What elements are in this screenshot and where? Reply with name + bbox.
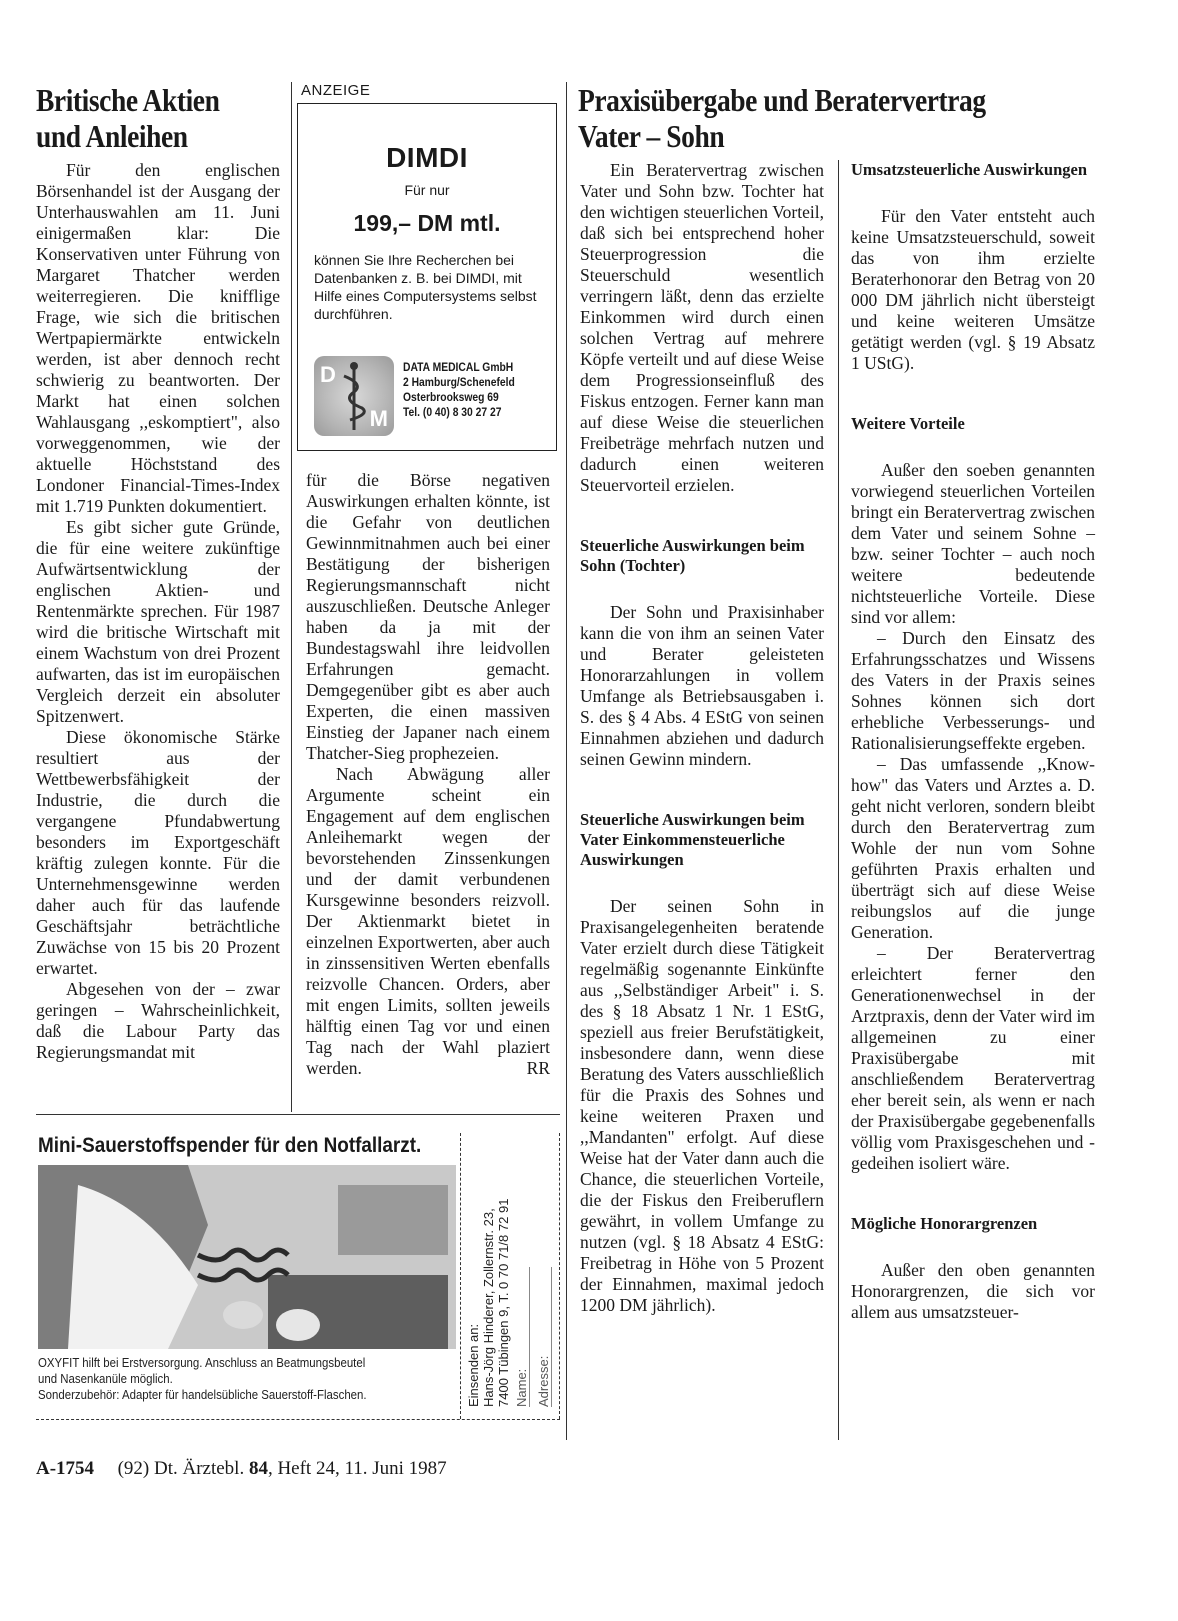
spacer [580,496,824,536]
ad-title: DIMDI [386,142,468,173]
coupon-cut-line-right [559,1133,560,1419]
bullet-paragraph: – Der Beratervertrag erleichtert ferner den Generationenwechsel in der Arztpraxis, denn der Vater wird im allgemeinen zu einer Praxisübergabe mit anschließendem Beratervertrag eher bereit sein, als wenn er nach der Praxisübergabe gegebenenfalls völlig vom Praxisgeschehen und -gedeihen isoliert wäre. [851,943,1095,1173]
paragraph: für die Börse negativen Auswirkungen erhalten könnte, ist die Gefahr von deutlichen Gewinnmitnahmen auch bei einer Bestätigung der bisherigen Regierungsmannschaft nicht auszuschließen. Deutsche Anleger haben da ja mit der Bundestagswahl ihre leidvollen Erfahrungen gemacht. Demgegenüber gibt es aber auch Experten, die einen massiven Einstieg der Japaner nach einem Thatcher-Sieg prophezeien. [306,470,550,763]
coupon-name-field: Name: [514,1267,530,1407]
column-rule [838,160,839,1440]
subheading: Weitere Vorteile [851,414,965,433]
subheading: Steuerliche Auswirkungen beim Vater Einkommensteuerliche Auswirkungen [580,810,805,869]
bullet-paragraph: – Das umfassende ,,Know-how" das Vaters und Arztes a. D. geht nicht verloren, sondern bleibt durch den Beratervertrag zum Wohle der nun vom Sohne geführten Praxis erhalten und überträgt sich auf diese Weise reibungslos auf die junge Generation. [851,754,1095,942]
ad-body: können Sie Ihre Recherchen bei Datenbanken z. B. bei DIMDI, mit Hilfe eines Computersystems selbst durchführen. [314,252,537,322]
paragraph: Außer den soeben genannten vorwiegend steuerlichen Vorteilen bringt ein Beratervertrag zwischen dem Vater und seinem Sohne – bzw. seiner Tochter – auch noch weitere bedeutende nichtsteuerliche Vorteile. Diese sind vor allem: [851,460,1095,627]
logo-letter-d: D [320,362,336,387]
paragraph: Nach Abwägung aller Argumente scheint ein Engagement auf dem englischen Anleihemarkt wegen der bevorstehenden Zinssenkungen und der damit verbundenen Kursgewinne besonders reizvoll. Der Aktienmarkt bietet in einzelnen Exportwerten, aber auch in zinssensitiven Werten ebenfalls reizvolle Chancen. Orders, aber mit engen Limits, sollten jeweils hälftig einen Tag vor und einen Tag nach der Wahl plaziert werden. [306,764,550,1078]
oxyfit-title: Mini-Sauerstoffspender für den Notfallarzt. [38,1134,422,1157]
spacer [851,1234,1095,1260]
section-rule [36,1114,560,1115]
subheading: Mögliche Honorargrenzen [851,1214,1038,1233]
paragraph: Abgesehen von der – zwar geringen – Wahrscheinlichkeit, daß die Labour Party das Regierungsmandat mit [36,979,280,1062]
spacer [580,576,824,602]
citation-prefix: (92) Dt. Ärztebl. [117,1458,249,1479]
caption-line-3: Sonderzubehör: Adapter für handelsübliche Sauerstoff-Flaschen. [38,1387,367,1402]
dimdi-ad-box [297,103,557,451]
paragraph: Diese ökonomische Stärke resultiert aus der Wettbewerbsfähigkeit der Industrie, die durch die vergangene Pfundabwertung besonders im Exportgeschäft kräftig zulegen konnte. Für die Unternehmensgewinne werden daher auch für das laufende Geschäftsjahr beträchtliche Zuwächse von 15 bis 20 Prozent erwartet. [36,727,280,978]
ad-label: ANZEIGE [301,82,371,99]
subheading: Steuerliche Auswirkungen beim Sohn (Tochter) [580,536,805,575]
column-rule [291,82,292,1112]
article-2-column-2 [851,160,1095,1323]
spacer [580,870,824,896]
spacer [851,1174,1095,1214]
paragraph: Der Sohn und Praxisinhaber kann die von ihm an seinen Vater und Berater geleisteten Honorarzahlungen in vollem Umfange als Betriebsausgaben i. S. des § 4 Abs. 4 EStG von seinen Einnahmen abziehen und dadurch seinen Gewinn mindern. [580,602,824,769]
coupon-name-street: Hans-Jörg Hinderer, Zollernstr. 23, [481,1208,496,1407]
spacer [851,374,1095,414]
article-1-headline-line1: Britische Aktien [36,82,220,118]
dimdi-ad [297,82,557,451]
coupon-cut-line [460,1133,461,1419]
paragraph: Außer den oben genannten Honorargrenzen, die sich vor allem aus umsatzsteuer- [851,1260,1095,1322]
page-footer [36,1458,447,1480]
coupon-address-field: Adresse: [536,1267,552,1407]
article-1-column-1 [36,160,280,1063]
coupon-city-phone: 7400 Tübingen 9, T. 0 70 71/8 72 91 [496,1198,511,1407]
bullet-paragraph: – Durch den Einsatz des Erfahrungsschatzes und Wissens des Vaters in der Praxis seines Sohnes können sich dort erhebliche Verbesserungs- und Rationalisierungseffekte ergeben. [851,628,1095,753]
paragraph: Ein Beratervertrag zwischen Vater und Sohn bzw. Tochter hat den wichtigen steuerlichen Vorteil, daß sich bei entsprechend hoher Steuerprogression die Steuerschuld wesentlich verringern läßt, denn das erzielte Einkommen wird durch einen solchen Vertrag auf mehrere Köpfe verteilt und auf diese Weise dem Progressionseinfluß des Fiskus entzogen. Ferner kann man auf diese Weise die steuerlichen Freibeträge mehrfach nutzen und dadurch einen weiteren Steuervorteil erzielen. [580,160,824,495]
paragraph: Es gibt sicher gute Gründe, die für eine weitere zukünftige Aufwärtsentwicklung der englischen Aktien- und Rentenmärkte sprechen. Für 1987 wird die britische Wirtschaft mit einem Wachstum von drei Prozent aufwarten, das ist im europäischen Vergleich derzeit ein absoluter Spitzenwert. [36,517,280,726]
coupon-cut-line-bottom [36,1419,560,1420]
company-name: DATA MEDICAL GmbH [403,360,514,374]
spacer [580,770,824,810]
article-2-headline-line2: Vater – Sohn [578,118,725,154]
article-1-headline-line2: und Anleihen [36,118,188,154]
coupon-send-to: Einsenden an: [466,1323,481,1407]
caption-line-2: und Nasenkanüle möglich. [38,1371,173,1386]
article-2-headline-line1: Praxisübergabe und Beratervertrag [578,82,986,118]
oxyfit-ad [36,1133,560,1423]
oxyfit-caption [38,1355,367,1403]
logo-letter-m: M [369,406,388,431]
ad-price: 199,– DM mtl. [353,210,501,236]
ad-for-only: Für nur [404,182,450,198]
caduceus-icon [314,356,394,436]
article-1-column-2 [306,470,550,1079]
company-street: Osterbrooksweg 69 [403,390,499,404]
volume-number: 84 [248,1458,268,1479]
data-medical-logo [314,356,394,436]
caption-line-1: OXYFIT hilft bei Erstversorgung. Anschluss an Beatmungsbeutel [38,1355,366,1370]
citation-suffix: , Heft 24, 11. Juni 1987 [267,1458,447,1479]
company-city: 2 Hamburg/Schenefeld [403,375,515,389]
ad-company-block [403,360,515,420]
author-initials: RR [526,1058,550,1078]
oxyfit-photo-illustration [38,1165,456,1349]
company-phone: Tel. (0 40) 8 30 27 27 [403,405,502,419]
article-2-column-1 [580,160,824,1316]
spacer [851,434,1095,460]
subheading: Umsatzsteuerliche Auswirkungen [851,160,1088,179]
spacer [851,180,1095,206]
paragraph: Für den englischen Börsenhandel ist der Ausgang der Unterhauswahlen am 11. Juni einigermaßen klar: Die Konservativen unter Führung von Margaret Thatcher werden weiterregieren. Die knifflige Frage, wie sich die britischen Wertpapiermärkte entwickeln werden, ist aber dennoch recht schwierig zu beantworten. Der Markt hat einen solchen Wahlausgang ,,eskomptiert", also vorweggenommen, wie der aktuelle Höchststand des Londoner Financial-Times-Index mit 1.719 Punkten dokumentiert. [36,160,280,516]
article-1-header [36,82,296,154]
paragraph: Der seinen Sohn in Praxisangelegenheiten beratende Vater erzielt durch diese Tätigkeit regelmäßig sogenannte Einkünfte aus ,,Selbständiger Arbeit" i. S. des § 18 Absatz 1 Nr. 1 EStG, speziell aus freier Berufstätigkeit, insbesondere dann, wenn diese Beratung des Vaters ausschließlich für die Praxis des Sohnes und keine weiteren Praxen und ,,Mandanten" erfolgt. Auf diese Weise hat der Vater dann auch die Chance, die steuerlichen Vorteile, die der Fiskus den Freiberuflern gewährt, in vollem Umfange zu nutzen (vgl. § 18 Absatz 4 EStG: Freibetrag in Höhe von 5 Prozent der Einnahmen, maximal jedoch 1200 DM jährlich). [580,896,824,1315]
page-number: A-1754 [36,1458,95,1479]
oxyfit-photo [38,1165,456,1349]
coupon-address [466,1137,511,1407]
paragraph: Für den Vater entsteht auch keine Umsatzsteuerschuld, soweit das von ihm erzielte Beraterhonorar den Betrag von 20 000 DM jährlich nicht übersteigt und keine weiteren Umsätze getätigt werden (vgl. § 19 Absatz 1 UStG). [851,206,1095,373]
column-rule [566,82,567,1440]
article-2-header [578,82,1138,154]
